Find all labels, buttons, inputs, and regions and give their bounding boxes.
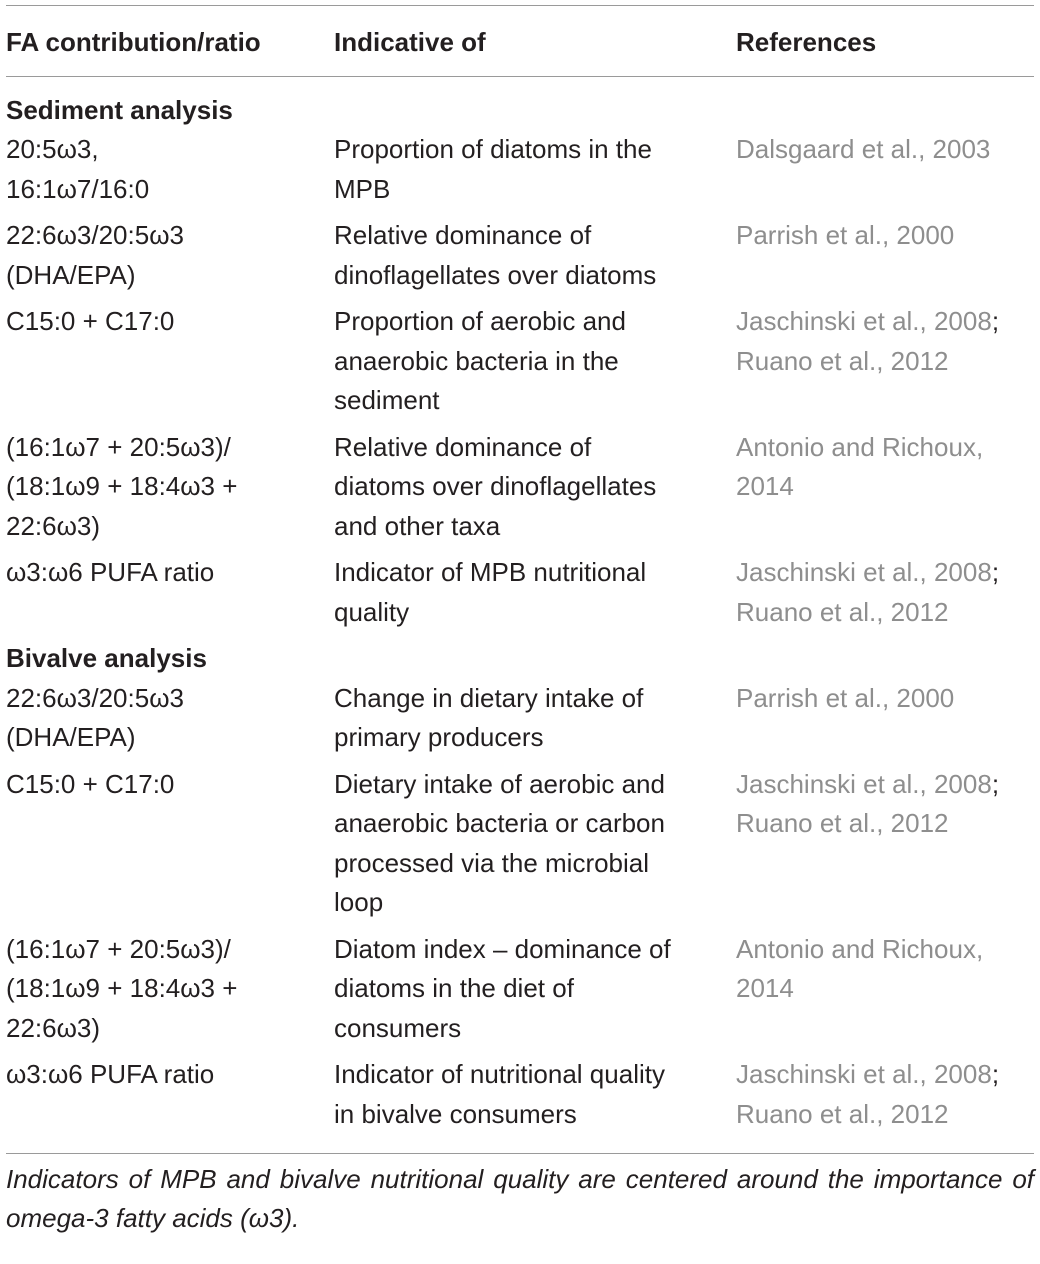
section-header-row — [6, 76, 1034, 130]
indicative-cell — [334, 553, 736, 639]
reference-line — [736, 342, 1034, 382]
reference-line — [736, 1095, 1034, 1135]
indicative-cell — [334, 1055, 736, 1141]
indicative-cell-line: in bivalve consumers — [334, 1098, 577, 1129]
header-row — [6, 6, 1034, 77]
indicative-cell-line: quality — [334, 596, 410, 627]
indicative-cell-line: dinoflagellates over diatoms — [334, 259, 657, 290]
reference-line — [736, 969, 1034, 1009]
reference-link[interactable]: 2014 — [736, 973, 794, 1003]
references-cell — [736, 930, 1034, 1056]
indicative-cell — [334, 130, 736, 216]
section-title: Bivalve analysis — [6, 643, 207, 673]
indicative-cell-line: MPB — [334, 173, 391, 204]
indicative-cell-line: loop — [334, 887, 384, 917]
fa-cell — [6, 930, 334, 1056]
section-title: Sediment analysis — [6, 94, 233, 125]
table-row — [6, 302, 1034, 428]
table-row — [6, 930, 1034, 1056]
indicative-cell-line: Relative dominance of — [334, 220, 592, 250]
indicative-cell-line: and other taxa — [334, 510, 501, 541]
references-cell — [736, 216, 1034, 302]
fa-cell-line: C15:0 + C17:0 — [6, 306, 175, 336]
indicative-cell-line: Indicator of nutritional quality — [334, 1059, 665, 1089]
references-cell — [736, 679, 1034, 765]
reference-line — [736, 302, 1034, 342]
reference-line — [736, 467, 1034, 507]
header-indicative-of: Indicative of — [334, 27, 486, 57]
indicative-cell — [334, 302, 736, 428]
fa-cell — [6, 428, 334, 554]
reference-line — [736, 765, 1034, 805]
indicative-cell-line: diatoms in the diet of — [334, 973, 574, 1003]
section-header-row — [6, 639, 1034, 679]
fa-cell-line: (DHA/EPA) — [6, 722, 136, 752]
references-cell — [736, 553, 1034, 639]
reference-link[interactable]: Parrish et al., 2000 — [736, 220, 955, 250]
reference-line — [736, 930, 1034, 970]
fa-cell-line: 22:6ω3/20:5ω3 — [6, 682, 184, 713]
reference-link[interactable]: Ruano et al., 2012 — [736, 1098, 949, 1129]
fa-cell-line: (16:1ω7 + 20:5ω3)/ — [6, 933, 231, 964]
references-cell — [736, 765, 1034, 930]
reference-link[interactable]: Ruano et al., 2012 — [736, 808, 949, 838]
fa-cell — [6, 302, 334, 428]
indicative-cell-line: processed via the microbial — [334, 847, 650, 878]
table-row — [6, 1055, 1034, 1141]
fa-cell-line: (DHA/EPA) — [6, 259, 136, 290]
reference-link[interactable]: Jaschinski et al., 2008 — [736, 768, 992, 799]
fa-cell-line: 22:6ω3) — [6, 1012, 101, 1043]
page — [0, 5, 1040, 1264]
indicative-cell — [334, 216, 736, 302]
reference-separator: ; — [991, 1059, 1000, 1089]
reference-line — [736, 1055, 1034, 1095]
fa-cell — [6, 130, 334, 216]
table-body — [6, 76, 1034, 1141]
reference-link[interactable]: 2014 — [736, 471, 794, 501]
indicative-cell-line: anaerobic bacteria in the — [334, 345, 619, 376]
indicative-cell-line: sediment — [334, 385, 440, 415]
references-cell — [736, 130, 1034, 216]
fa-cell-line: 22:6ω3) — [6, 510, 101, 541]
indicative-cell — [334, 765, 736, 930]
references-cell — [736, 428, 1034, 554]
reference-link[interactable]: Parrish et al., 2000 — [736, 682, 955, 713]
indicative-cell-line: Diatom index – dominance of — [334, 933, 671, 964]
reference-link[interactable]: Ruano et al., 2012 — [736, 345, 949, 376]
indicative-cell — [334, 930, 736, 1056]
reference-link[interactable]: Antonio and Richoux, — [736, 933, 984, 964]
table-row — [6, 679, 1034, 765]
indicative-cell-line: anaerobic bacteria or carbon — [334, 808, 665, 838]
indicative-cell-line: Proportion of aerobic and — [334, 306, 626, 336]
references-cell — [736, 302, 1034, 428]
fa-cell-line: (18:1ω9 + 18:4ω3 + — [6, 973, 238, 1003]
fa-cell-line: 20:5ω3, — [6, 134, 99, 164]
reference-link[interactable]: Jaschinski et al., 2008 — [736, 1059, 992, 1089]
table-row — [6, 553, 1034, 639]
fa-cell-line: C15:0 + C17:0 — [6, 768, 175, 799]
reference-line — [736, 593, 1034, 633]
table-header — [6, 6, 1034, 77]
fa-cell — [6, 216, 334, 302]
table-row — [6, 428, 1034, 554]
fa-cell-line: (16:1ω7 + 20:5ω3)/ — [6, 431, 231, 462]
reference-link[interactable]: Ruano et al., 2012 — [736, 596, 949, 627]
reference-link[interactable]: Dalsgaard et al., 2003 — [736, 134, 991, 164]
table-row — [6, 130, 1034, 216]
header-fa-contribution: FA contribution/ratio — [6, 27, 261, 57]
references-cell — [736, 1055, 1034, 1141]
reference-separator: ; — [991, 306, 1000, 336]
indicative-cell-line: primary producers — [334, 722, 544, 752]
indicative-cell — [334, 428, 736, 554]
header-references: References — [736, 27, 877, 57]
table-row — [6, 765, 1034, 930]
table-row — [6, 216, 1034, 302]
table-footnote: Indicators of MPB and bivalve nutritional quality are centered around the importance of omega-3 fatty acids (ω3). — [6, 1164, 1034, 1233]
fa-cell — [6, 679, 334, 765]
fa-cell — [6, 553, 334, 639]
fa-cell-line: (18:1ω9 + 18:4ω3 + — [6, 471, 238, 501]
indicative-cell-line: diatoms over dinoflagellates — [334, 471, 657, 501]
fa-cell-line: 22:6ω3/20:5ω3 — [6, 220, 184, 250]
reference-separator: ; — [991, 557, 1000, 587]
fa-cell-line: ω3:ω6 PUFA ratio — [6, 557, 215, 587]
table-bottom-rule — [6, 1153, 1034, 1154]
indicative-cell-line: Indicator of MPB nutritional — [334, 557, 647, 587]
indicative-cell-line: consumers — [334, 1012, 462, 1043]
reference-line — [736, 804, 1034, 844]
reference-line — [736, 428, 1034, 468]
indicative-cell-line: Relative dominance of — [334, 431, 592, 462]
reference-link[interactable]: Antonio and Richoux, — [736, 431, 984, 462]
indicative-cell-line: Change in dietary intake of — [334, 682, 644, 713]
fa-cell — [6, 765, 334, 930]
reference-link[interactable]: Jaschinski et al., 2008 — [736, 306, 992, 336]
reference-line — [736, 679, 1034, 719]
reference-line — [736, 553, 1034, 593]
indicative-cell-line: Dietary intake of aerobic and — [334, 768, 665, 799]
reference-line — [736, 130, 1034, 170]
reference-link[interactable]: Jaschinski et al., 2008 — [736, 557, 992, 587]
fa-cell-line: ω3:ω6 PUFA ratio — [6, 1059, 215, 1089]
fa-cell — [6, 1055, 334, 1141]
reference-separator: ; — [991, 768, 1000, 799]
indicative-cell — [334, 679, 736, 765]
fatty-acid-indicator-table — [6, 5, 1034, 1141]
fa-cell-line: 16:1ω7/16:0 — [6, 173, 150, 204]
reference-line — [736, 216, 1034, 256]
indicative-cell-line: Proportion of diatoms in the — [334, 134, 652, 164]
